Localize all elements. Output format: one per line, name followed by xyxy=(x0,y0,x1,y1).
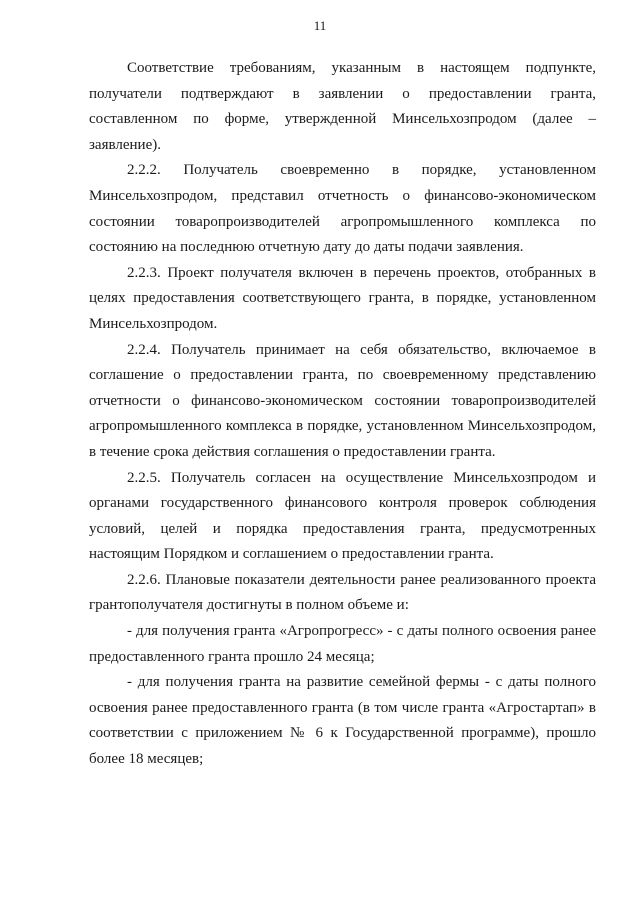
paragraph-2-2-5: 2.2.5. Получатель согласен на осуществление Минсельхозпродом и органами государственного финансового контроля проверок соблюдения условий, целей и порядка предоставления гранта, предусмотренных настоящим Порядком и соглашением о предоставлении гранта. xyxy=(89,469,596,563)
paragraph-2-2-4: 2.2.4. Получатель принимает на себя обязательство, включаемое в соглашение о предоставлении гранта, по своевременному представлению отчетности о финансово-экономическом состоянии товаропроизводителей агропромышленного комплекса в порядке, установленном Минсельхозпродом, в течение срока действия соглашения о предоставлении гранта. xyxy=(89,341,596,460)
paragraph-2-2-6: 2.2.6. Плановые показатели деятельности ранее реализованного проекта грантополучателя достигнуты в полном объеме и: xyxy=(89,571,596,614)
document-body xyxy=(89,56,596,773)
paragraph-requirements-confirmation: Соответствие требованиям, указанным в настоящем подпункте, получатели подтверждают в заявлении о предоставлении гранта, составленном по форме, утвержденной Минсельхозпродом (далее – заявление). xyxy=(89,60,596,153)
paragraph-2-2-3: 2.2.3. Проект получателя включен в перечень проектов, отобранных в целях предоставления соответствующего гранта, в порядке, установленном Минсельхозпродом. xyxy=(89,264,596,332)
paragraph-2-2-2: 2.2.2. Получатель своевременно в порядке, установленном Минсельхозпродом, представил отчетность о финансово-экономическом состоянии товаропроизводителей агропромышленного комплекса по состоянию на последнюю отчетную дату до даты подачи заявления. xyxy=(89,162,596,256)
list-item-agroprogress: - для получения гранта «Агропрогресс» - с даты полного освоения ранее предоставленного гранта прошло 24 месяца; xyxy=(89,623,596,665)
list-item-family-farm: - для получения гранта на развитие семейной фермы - с даты полного освоения ранее предоставленного гранта (в том числе гранта «Агростартап» в соответствии с приложением № 6 к Государственной программе), прошло более 18 месяцев; xyxy=(89,674,596,768)
page-number: 11 xyxy=(313,18,327,33)
